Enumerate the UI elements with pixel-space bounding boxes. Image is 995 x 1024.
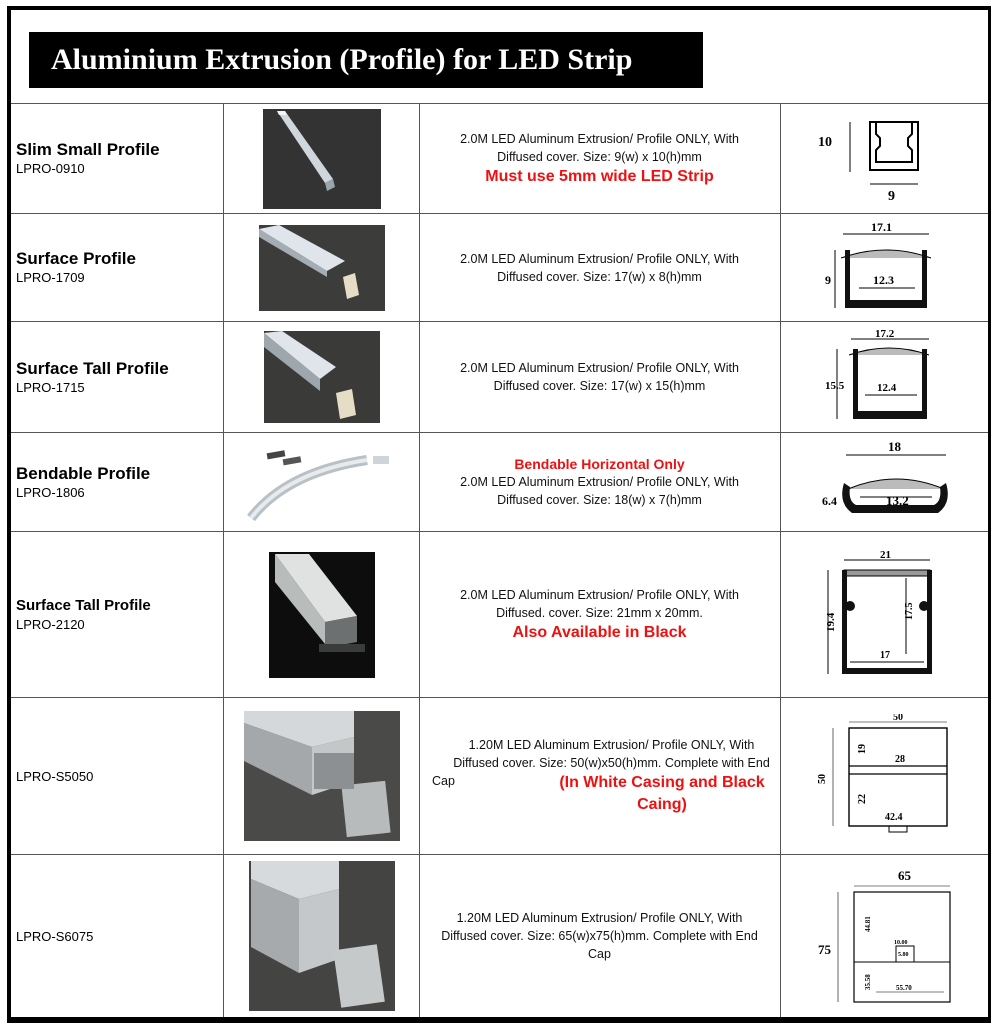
description-line: Diffused cover. Size: 17(w) x 15(h)mm [493, 379, 706, 393]
dimension-label: 15.5 [824, 380, 844, 392]
note-text: Also Available in Black [512, 623, 687, 641]
product-code: LPRO-S5050 [16, 768, 94, 784]
description-cell [420, 322, 779, 432]
dimension-label: 55.70 [895, 984, 912, 992]
dimension-label: 9 [824, 272, 831, 287]
dimension-label: 12.3 [872, 272, 894, 287]
dimension-label: 9 [887, 188, 895, 204]
description-line: 2.0M LED Aluminum Extrusion/ Profile ONLY, With [460, 361, 739, 375]
product-name: Surface Tall Profile [16, 358, 169, 378]
page-frame [7, 6, 991, 1023]
dimension-label: 42.4 [884, 812, 902, 823]
description-line: Diffused cover. Size: 65(w)x75(h)mm. Complete with End [441, 929, 758, 943]
description-cell [420, 855, 779, 1017]
dimension-label: 5.80 [897, 952, 908, 958]
description-line: 2.0M LED Aluminum Extrusion/ Profile ONLY, With [460, 587, 739, 602]
table-row [11, 854, 988, 1019]
dimension-label: 17.5 [903, 602, 915, 620]
description-line: Diffused cover. Size: 18(w) x 7(h)mm [497, 493, 702, 507]
dimension-label: 19.4 [824, 612, 837, 632]
product-code: LPRO-S6075 [16, 928, 94, 944]
note-text: Must use 5mm wide LED Strip [485, 167, 714, 185]
product-code: LPRO-1709 [16, 270, 85, 285]
dimension-label: 50 [892, 714, 903, 723]
profile-photo [225, 322, 419, 432]
profile-photo [225, 855, 419, 1017]
table-row [11, 321, 988, 432]
table-row [11, 213, 988, 321]
product-name: Surface Profile [16, 249, 136, 268]
dimension-label: 17.1 [870, 219, 892, 234]
dimension-label: 18 [887, 439, 901, 454]
name-cell [16, 532, 221, 697]
name-cell [16, 104, 221, 213]
dimension-label: 10 [817, 134, 832, 150]
cross-section-drawing [781, 855, 988, 1017]
description-cell [420, 532, 779, 697]
profile-photo [225, 214, 419, 321]
product-code: LPRO-0910 [16, 161, 85, 176]
name-cell [16, 214, 221, 321]
table-row [11, 103, 988, 213]
product-name: Bendable Profile [16, 463, 151, 483]
description-line: Diffused cover. Size: 9(w) x 10(h)mm [497, 149, 702, 164]
description-cell [420, 104, 779, 213]
dimension-label: 35.58 [863, 974, 872, 990]
page-title: Aluminium Extrusion (Profile) for LED Strip [29, 32, 703, 88]
table-row [11, 531, 988, 697]
description-line: 1.20M LED Aluminum Extrusion/ Profile ONLY, With [468, 738, 755, 752]
cross-section-drawing [781, 433, 988, 531]
cross-section-drawing [781, 698, 988, 854]
description-cell [420, 698, 791, 854]
description-line: Diffused cover. Size: 50(w)x50(h)mm. Complete with End [453, 756, 770, 770]
profile-photo [225, 433, 419, 531]
profile-photo [225, 698, 419, 854]
cross-section-drawing [781, 532, 988, 697]
dimension-label: 75 [817, 942, 831, 957]
product-code: LPRO-1715 [16, 379, 85, 395]
description-line: 2.0M LED Aluminum Extrusion/ Profile ONLY, With [460, 475, 739, 489]
dimension-label: 17 [879, 649, 890, 661]
product-name: Surface Tall Profile [16, 597, 151, 614]
description-line: Cap [432, 774, 455, 788]
dimension-label: 10.00 [893, 940, 907, 946]
table-row [11, 432, 988, 531]
table-row [11, 697, 988, 854]
dimension-label: 19 [856, 744, 868, 754]
description-cell [420, 433, 779, 531]
product-code: LPRO-1806 [16, 484, 85, 500]
note-text: Bendable Horizontal Only [514, 456, 685, 472]
dimension-label: 22 [856, 794, 868, 804]
dimension-label: 65 [897, 868, 911, 883]
dimension-label: 50 [816, 774, 828, 784]
product-name: Slim Small Profile [16, 140, 160, 159]
name-cell [16, 698, 221, 854]
product-code: LPRO-2120 [16, 617, 85, 632]
dimension-label: 28 [894, 754, 905, 765]
dimension-label: 17.2 [874, 329, 894, 340]
dimension-label: 21 [879, 549, 891, 561]
description-line: Diffused cover. Size: 17(w) x 8(h)mm [497, 269, 702, 284]
description-line: 2.0M LED Aluminum Extrusion/ Profile ONLY, With [460, 131, 739, 146]
cross-section-drawing [781, 322, 988, 432]
dimension-label: 12.4 [876, 382, 896, 394]
note-text: (In White Casing and Black Caing) [559, 774, 765, 813]
dimension-label: 44.81 [863, 916, 872, 932]
description-line: 2.0M LED Aluminum Extrusion/ Profile ONLY, With [460, 251, 739, 266]
dimension-label: 6.4 [821, 494, 837, 508]
cross-section-drawing [781, 104, 988, 213]
description-cell [420, 214, 779, 321]
description-line: Diffused. cover. Size: 21mm x 20mm. [496, 605, 703, 620]
cross-section-drawing [781, 214, 988, 321]
name-cell [16, 322, 221, 432]
profile-photo [225, 104, 419, 213]
description-line: 1.20M LED Aluminum Extrusion/ Profile ONLY, With [456, 911, 743, 925]
description-line: Cap [588, 947, 611, 961]
name-cell [16, 855, 221, 1017]
profile-photo [225, 532, 419, 697]
name-cell [16, 433, 221, 531]
dimension-label: 13.2 [885, 493, 909, 508]
